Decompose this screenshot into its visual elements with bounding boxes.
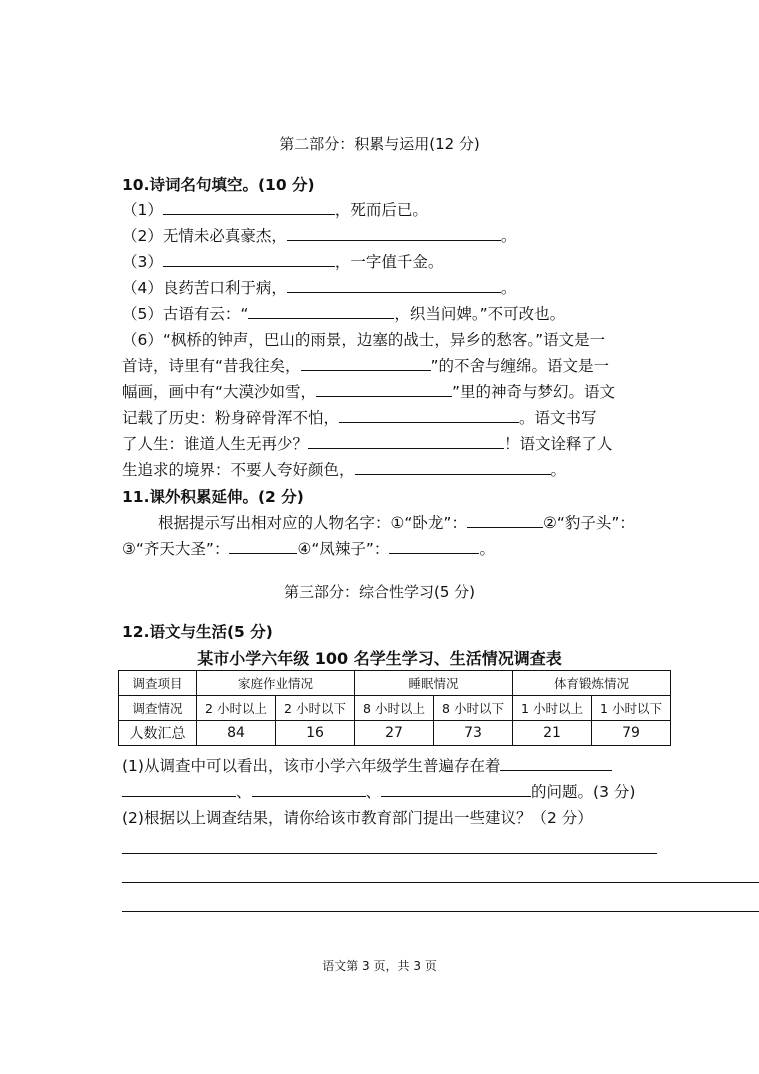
answer-blank[interactable]: [316, 379, 452, 397]
table-cell: 8 小时以上: [355, 696, 434, 721]
q10-heading: 10.诗词名句填空。(10 分): [122, 176, 315, 194]
answer-blank[interactable]: [389, 536, 479, 554]
group-header: 体育锻炼情况: [513, 671, 671, 696]
row-label: 调查项目: [119, 671, 197, 696]
q10-line6d: [122, 405, 597, 431]
page-footer: 语文第 3 页，共 3 页: [322, 959, 437, 973]
line-text: 。语文书写: [519, 409, 597, 427]
q10-line6f: [122, 457, 566, 483]
line-text: 、: [236, 783, 252, 801]
answer-blank[interactable]: [163, 249, 335, 267]
answer-blank[interactable]: [252, 779, 366, 797]
item-number: （1）: [122, 201, 163, 219]
line-text: (1)从调查中可以看出，该市小学六年级学生普遍存在着: [122, 757, 501, 775]
line-text: ”的不舍与缠绵。语文是一: [430, 357, 610, 375]
line-text: ”里的神奇与梦幻。语文: [452, 383, 616, 401]
line-text: 。: [479, 540, 495, 558]
table-cell: 16: [276, 721, 355, 746]
table-cell: 73: [434, 721, 513, 746]
line-text: 幅画，画中有“大漠沙如雪，: [122, 383, 317, 401]
q11-line2: [122, 536, 495, 562]
answer-line[interactable]: [122, 853, 657, 854]
answer-blank[interactable]: [381, 779, 531, 797]
table-cell: 2 小时以下: [276, 696, 355, 721]
line-text: ④“凤辣子”：: [297, 540, 390, 558]
table-cell: 79: [592, 721, 671, 746]
line-text: 。: [500, 227, 517, 245]
answer-blank[interactable]: [467, 510, 543, 528]
q12-heading: 12.语文与生活(5 分): [122, 623, 273, 641]
line-text: 无情未必真豪杰，: [162, 227, 287, 245]
line-text: 了人生：谁道人生无再少？: [122, 435, 309, 453]
item-number: （5）: [122, 305, 163, 323]
q10-line3: [122, 249, 443, 275]
q10-line6c: [122, 379, 615, 405]
q12-part1: [122, 753, 612, 779]
answer-blank[interactable]: [287, 275, 501, 293]
survey-table: [118, 670, 671, 746]
table-row: [119, 696, 671, 721]
line-text: 。: [550, 461, 567, 479]
answer-blank[interactable]: [163, 197, 335, 215]
table-cell: 2 小时以上: [197, 696, 276, 721]
q12-part1-cont: [122, 779, 635, 805]
q10-line5: [122, 301, 565, 327]
answer-blank[interactable]: [308, 431, 504, 449]
answer-line[interactable]: [122, 882, 759, 883]
q11-line1: [158, 510, 635, 536]
table-cell: 84: [197, 721, 276, 746]
line-text: ②“豹子头”：: [542, 514, 635, 532]
answer-blank[interactable]: [248, 301, 394, 319]
answer-blank[interactable]: [500, 753, 612, 771]
answer-blank[interactable]: [122, 779, 236, 797]
answer-blank[interactable]: [229, 536, 297, 554]
item-number: （4）: [122, 279, 163, 297]
table-cell: 8 小时以下: [434, 696, 513, 721]
answer-blank[interactable]: [355, 457, 551, 475]
line-text: ！语文诠释了人: [504, 435, 613, 453]
table-row: [119, 671, 671, 696]
q10-line1: [122, 197, 428, 223]
answer-blank[interactable]: [287, 223, 501, 241]
line-text: ，一字值千金。: [334, 253, 444, 271]
section3-title: 第三部分：综合性学习(5 分): [283, 583, 476, 601]
answer-line[interactable]: [122, 911, 759, 912]
table-title: 某市小学六年级 100 名学生学习、生活情况调查表: [197, 649, 562, 668]
group-header: 家庭作业情况: [197, 671, 355, 696]
line-text: 的问题。(3 分): [531, 783, 636, 801]
line-text: 记载了历史：粉身碎骨浑不怕，: [122, 409, 340, 427]
table-cell: 1 小时以下: [592, 696, 671, 721]
q10-line2: [122, 223, 516, 249]
line-text: 首诗，诗里有“昔我往矣，: [122, 357, 301, 375]
table-row: [119, 721, 671, 746]
table-cell: 1 小时以上: [513, 696, 592, 721]
item-number: （2）: [122, 227, 163, 245]
q10-line6b: [122, 353, 609, 379]
line-text: 。: [500, 279, 517, 297]
line-text: ，织当问婢。”不可改也。: [394, 305, 566, 323]
line-text: ，死而后已。: [334, 201, 428, 219]
line-text: 、: [365, 783, 382, 801]
line-text: 根据提示写出相对应的人物名字：①“卧龙”：: [158, 514, 467, 532]
table-cell: 21: [513, 721, 592, 746]
line-text: 古语有云：“: [162, 305, 249, 323]
item-number: （3）: [122, 253, 163, 271]
line-text: 生追求的境界：不要人夸好颜色，: [122, 461, 355, 479]
line-text: ③“齐天大圣”：: [122, 540, 230, 558]
q11-heading: 11.课外积累延伸。(2 分): [122, 488, 304, 506]
table-cell: 27: [355, 721, 434, 746]
section2-title: 第二部分：积累与运用(12 分): [279, 135, 480, 153]
line-text: 良药苦口利于病，: [162, 279, 287, 297]
q10-line4: [122, 275, 516, 301]
row-label: 人数汇总: [119, 721, 197, 746]
q12-part2: (2)根据以上调查结果，请你给该市教育部门提出一些建议？（2 分）: [122, 809, 593, 827]
row-label: 调查情况: [119, 696, 197, 721]
q10-line6e: [122, 431, 613, 457]
answer-blank[interactable]: [339, 405, 519, 423]
group-header: 睡眠情况: [355, 671, 513, 696]
q10-line6a: （6）“枫桥的钟声，巴山的雨景，边塞的战士，异乡的愁客。”语文是一: [122, 331, 606, 349]
answer-blank[interactable]: [301, 353, 431, 371]
